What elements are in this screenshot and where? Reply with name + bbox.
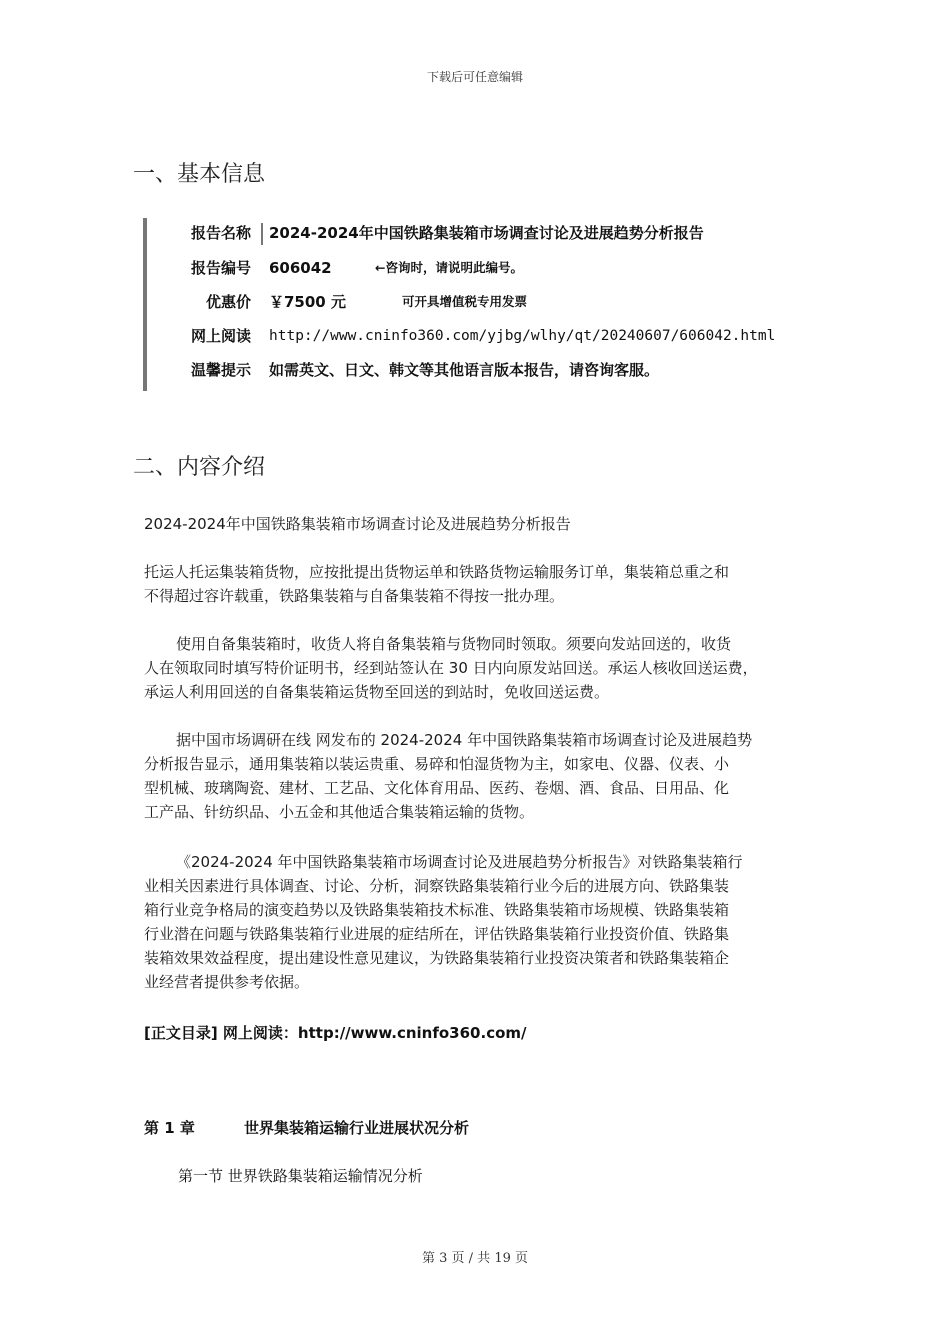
section-title-basic-info: 一、基本信息 bbox=[133, 162, 266, 187]
paragraph-line: 行业潜在问题与铁路集装箱行业进展的症结所在，评估铁路集装箱行业投资价值、铁路集 bbox=[144, 925, 730, 943]
paragraph-line: 使用自备集装箱时，收货人将自备集装箱与货物同时领取。须要向发站回送的，收货 bbox=[176, 635, 732, 653]
report-name-value: 2024-2024年中国铁路集装箱市场调查讨论及进展趋势分析报告 bbox=[269, 224, 704, 242]
report-title: 2024-2024年中国铁路集装箱市场调查讨论及进展趋势分析报告 bbox=[144, 515, 571, 533]
chapter-number: 第 1 章 bbox=[144, 1119, 195, 1137]
report-no-note: ←咨询时，请说明此编号。 bbox=[375, 260, 523, 275]
paragraph-line: 分析报告显示，通用集装箱以装运贵重、易碎和怕湿货物为主，如家电、仪器、仪表、小 bbox=[144, 755, 730, 773]
info-divider bbox=[261, 223, 263, 245]
paragraph-line: 业经营者提供参考依据。 bbox=[144, 973, 310, 991]
paragraph-line: 不得超过容许载重，铁路集装箱与自备集装箱不得按一批办理。 bbox=[144, 587, 565, 605]
paragraph-line: 托运人托运集装箱货物，应按批提出货物运单和铁路货物运输服务订单，集装箱总重之和 bbox=[144, 563, 730, 581]
paragraph-line: 人在领取同时填写特价证明书，经到站签认在 30 日内向原发站回送。承运人核收回送运费， bbox=[144, 659, 758, 677]
tip-label: 温馨提示 bbox=[190, 361, 251, 379]
tip-value: 如需英文、日文、韩文等其他语言版本报告，请咨询客服。 bbox=[269, 361, 660, 379]
online-label: 网上阅读 bbox=[190, 327, 251, 345]
chapter-heading bbox=[144, 1117, 469, 1138]
paragraph-line: 《2024-2024 年中国铁路集装箱市场调查讨论及进展趋势分析报告》对铁路集装箱行 bbox=[176, 853, 743, 871]
paragraph-line: 据中国市场调研在线 网发布的 2024-2024 年中国铁路集装箱市场调查讨论及进展趋势 bbox=[176, 731, 753, 749]
paragraph-line: 承运人利用回送的自备集装箱运货物至回送的到站时，免收回送运费。 bbox=[144, 683, 610, 701]
header-note: 下载后可任意编辑 bbox=[426, 70, 523, 84]
paragraph-2 bbox=[144, 632, 812, 704]
paragraph-4 bbox=[144, 850, 812, 994]
section-title-content-intro: 二、内容介绍 bbox=[133, 455, 266, 480]
price-note: 可开具增值税专用发票 bbox=[402, 294, 528, 309]
paragraph-line: 装箱效果效益程度，提出建设性意见建议，为铁路集装箱行业投资决策者和铁路集装箱企 bbox=[144, 949, 730, 967]
report-no-label: 报告编号 bbox=[190, 259, 251, 277]
price-value: ￥7500 元 bbox=[269, 293, 346, 311]
chapter-title: 世界集装箱运输行业进展状况分析 bbox=[244, 1119, 470, 1137]
price-label: 优惠价 bbox=[205, 293, 251, 311]
toc-link[interactable]: [正文目录] 网上阅读：http://www.cninfo360.com/ bbox=[144, 1024, 527, 1042]
info-block bbox=[143, 218, 827, 391]
section-heading: 第一节 世界铁路集装箱运输情况分析 bbox=[178, 1167, 423, 1185]
online-link[interactable]: http://www.cninfo360.com/yjbg/wlhy/qt/20240607/606042.html bbox=[269, 328, 776, 344]
paragraph-line: 型机械、玻璃陶瓷、建材、工艺品、文化体育用品、医药、卷烟、酒、食品、日用品、化 bbox=[144, 779, 730, 797]
page-number: 第 3 页 / 共 19 页 bbox=[422, 1251, 528, 1266]
paragraph-1 bbox=[144, 560, 812, 608]
paragraph-line: 业相关因素进行具体调查、讨论、分析，洞察铁路集装箱行业今后的进展方向、铁路集装 bbox=[144, 877, 730, 895]
paragraph-line: 箱行业竞争格局的演变趋势以及铁路集装箱技术标准、铁路集装箱市场规模、铁路集装箱 bbox=[144, 901, 730, 919]
paragraph-line: 工产品、针纺织品、小五金和其他适合集装箱运输的货物。 bbox=[144, 803, 535, 821]
report-no-value: 606042 bbox=[269, 259, 332, 277]
paragraph-3 bbox=[144, 728, 812, 824]
report-name-label: 报告名称 bbox=[190, 224, 251, 242]
